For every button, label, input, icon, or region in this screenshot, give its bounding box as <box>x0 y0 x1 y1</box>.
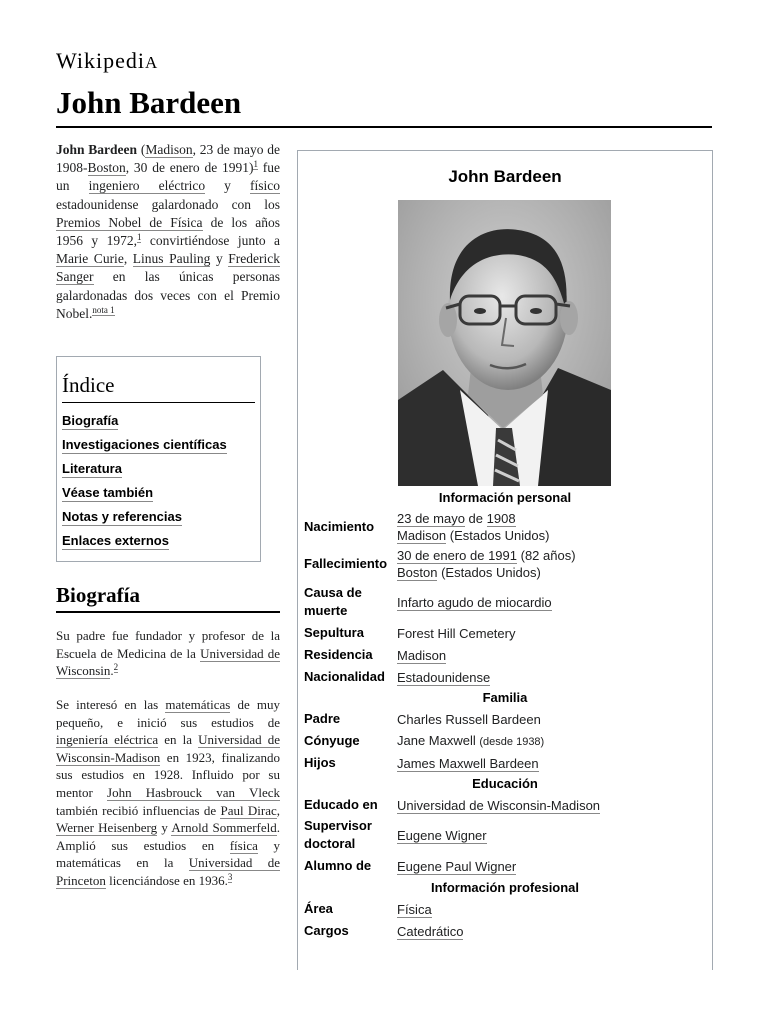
link-boston-death[interactable]: Boston <box>397 565 438 580</box>
row-supervisor: Supervisor doctoral Eugene Wigner <box>304 818 487 851</box>
link-uw-madison[interactable]: Universidad de Wisconsin-Madison <box>56 732 281 765</box>
row-educado-en: Educado en Universidad de Wisconsin-Madison <box>304 797 601 813</box>
ref-nota-1[interactable]: nota 1 <box>92 304 115 315</box>
toc-item-enlaces[interactable]: Enlaces externos <box>62 533 169 548</box>
infobox-section-familia: Familia <box>482 690 528 705</box>
link-james-bardeen[interactable]: James Maxwell Bardeen <box>397 755 539 771</box>
bio-paragraph-2: Se interesó en las matemáticas de muy pequeño, e inició sus estudios de ingeniería eléctrica en la Universidad de Wisconsin-Madison en 1923, finalizando sus estudios en 1928. Influido por su mentor John Hasbrouck van Vleck también recibió influencias de Paul Dirac, Werner Heisenberg y Arnold Sommerfeld. Amplió sus estudios en física y matemáticas en la Universidad de Princeton licenciándose en 1936.$^3$ <box>56 697 281 888</box>
link-linus-pauling[interactable]: Linus Pauling <box>132 251 211 267</box>
toc-item-notas[interactable]: Notas y referencias <box>62 509 182 524</box>
link-madison-residencia[interactable]: Madison <box>397 647 447 663</box>
link-fisica[interactable]: física <box>229 837 258 853</box>
infobox-section-profesional: Información profesional <box>430 880 580 895</box>
link-princeton[interactable]: Universidad de Princeton <box>56 855 280 888</box>
section-heading-biografia: Biografía <box>56 583 280 613</box>
ref-3[interactable]: 3 <box>227 871 233 882</box>
link-ingenieria-electrica[interactable]: ingeniería eléctrica <box>56 732 159 748</box>
link-marie-curie[interactable]: Marie Curie <box>56 251 124 267</box>
link-paul-dirac[interactable]: Paul Dirac <box>220 802 277 818</box>
infobox-section-personal: Información personal <box>438 490 572 505</box>
toc-item-biografia[interactable]: Biografía <box>62 413 119 428</box>
row-causa-muerte: Causa de muerte Infarto agudo de miocardio <box>304 585 552 618</box>
link-catedratico[interactable]: Catedrático <box>397 923 464 939</box>
bio-paragraph-1: Su padre fue fundador y profesor de la Escuela de Medicina de la Universidad de Wisconsin.$^2$ <box>56 628 280 679</box>
toc-item-vease-tambien[interactable]: Véase también <box>62 485 154 500</box>
link-frederick-sanger[interactable]: Frederick Sanger <box>56 251 280 285</box>
link-ingeniero[interactable]: ingeniero eléctrico <box>88 178 206 194</box>
row-fallecimiento: Fallecimiento 30 de enero de 1991 (82 años) Boston (Estados Unidos) <box>304 548 576 580</box>
link-sommerfeld[interactable]: Arnold Sommerfeld <box>171 820 277 836</box>
infobox-title: John Bardeen <box>448 167 562 186</box>
link-madison[interactable]: Madison <box>145 142 193 157</box>
toc-title: Índice <box>62 373 255 403</box>
row-padre: Padre Charles Russell Bardeen <box>304 711 541 727</box>
link-eugene-paul-wigner[interactable]: Eugene Paul Wigner <box>397 858 517 874</box>
portrait-image <box>398 200 611 486</box>
ref-2[interactable]: 2 <box>113 662 119 673</box>
logo-text-end: A <box>145 53 159 72</box>
ref-1[interactable]: 1 <box>253 159 258 170</box>
link-boston[interactable]: Boston <box>87 160 126 176</box>
row-cargos: Cargos Catedrático <box>304 923 464 939</box>
lead-paragraph: John Bardeen (Madison, 23 de mayo de 1908-Boston, 30 de enero de 1991)$^1$ fue un ingeniero eléctrico y físico estadounidense galardonado con los Premios Nobel de Física de los años 1956 y 1972,$^1$ convirtiéndose junto a Marie Curie, Linus Pauling y Frederick Sanger en las únicas personas galardonadas dos veces con el Premio Nobel.$^{nota 1}$ <box>56 142 281 321</box>
link-matematicas[interactable]: matemáticas <box>165 697 231 712</box>
row-residencia: Residencia Madison <box>304 647 447 663</box>
link-estadounidense[interactable]: Estadounidense <box>397 669 491 685</box>
row-hijos: Hijos James Maxwell Bardeen <box>304 755 539 771</box>
page-title: John Bardeen <box>56 86 712 128</box>
link-1908[interactable]: 1908 <box>486 511 516 526</box>
link-madison-birth[interactable]: Madison <box>397 528 447 543</box>
link-fisico[interactable]: físico <box>250 178 281 194</box>
link-uw-madison-infobox[interactable]: Universidad de Wisconsin-Madison <box>397 797 601 813</box>
link-23-de-mayo[interactable]: 23 de mayo <box>397 511 465 526</box>
link-van-vleck[interactable]: John Hasbrouck van Vleck <box>107 784 281 800</box>
ref-1b[interactable]: 1 <box>136 232 142 243</box>
toc-item-literatura[interactable]: Literatura <box>62 461 122 476</box>
infobox-rows <box>298 488 712 942</box>
row-area: Área Física <box>304 901 432 917</box>
infobox <box>297 150 713 970</box>
link-infarto[interactable]: Infarto agudo de miocardio <box>397 594 552 610</box>
wikipedia-logo[interactable] <box>56 48 158 74</box>
row-alumno-de: Alumno de Eugene Paul Wigner <box>304 858 517 874</box>
link-fisica-area[interactable]: Física <box>397 901 432 917</box>
link-universidad-wisconsin[interactable]: Universidad de Wisconsin <box>56 645 280 679</box>
row-conyuge: Cónyuge Jane Maxwell (desde 1938) <box>304 732 545 748</box>
toc-item-investigaciones[interactable]: Investigaciones científicas <box>62 437 227 452</box>
row-nacionalidad: Nacionalidad Estadounidense <box>304 669 491 685</box>
lead-subject: John Bardeen <box>56 142 138 157</box>
portrait-photo[interactable] <box>398 200 611 486</box>
link-30-enero-1991[interactable]: 30 de enero de 1991 <box>397 548 517 563</box>
infobox-section-educacion: Educación <box>472 776 538 791</box>
row-nacimiento: Nacimiento 23 de mayo de 1908 Madison (Estados Unidos) <box>304 511 550 543</box>
logo-text: Wikipedi <box>56 48 145 73</box>
link-premios-nobel[interactable]: Premios Nobel de Física <box>56 214 203 230</box>
link-eugene-wigner[interactable]: Eugene Wigner <box>397 827 487 843</box>
row-sepultura: Sepultura Forest Hill Cemetery <box>304 625 516 641</box>
table-of-contents <box>56 356 261 562</box>
link-heisenberg[interactable]: Werner Heisenberg <box>56 820 158 836</box>
